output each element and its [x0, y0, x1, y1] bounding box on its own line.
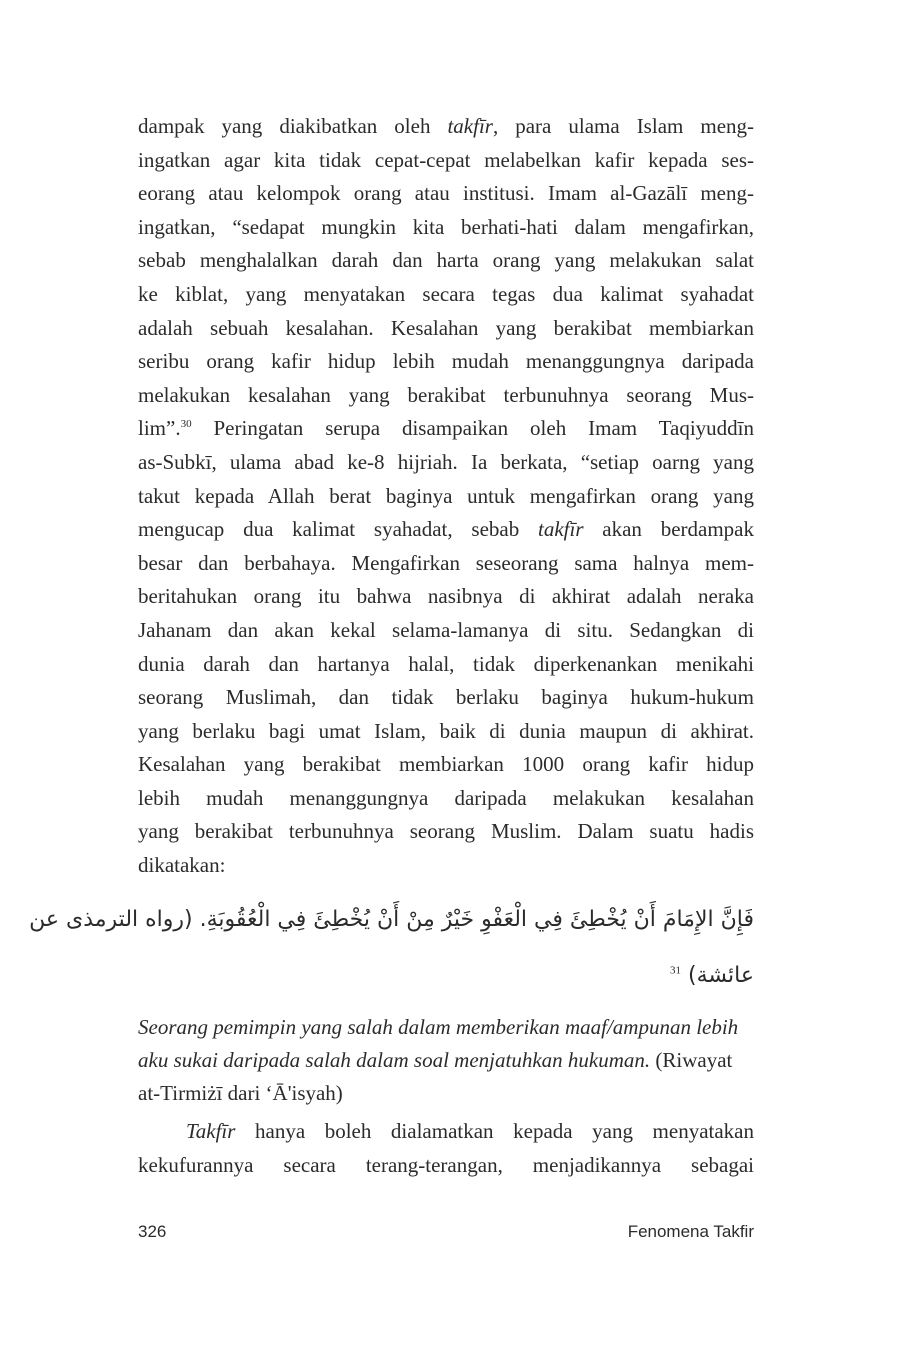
- text-line: dunia darah dan hartanya halal, tidak diperkenankan menikahi: [138, 651, 754, 676]
- footnote-ref-31[interactable]: 31: [670, 964, 682, 977]
- text-line: Kesalahan yang berakibat membiarkan 1000 orang kafir hidup: [138, 752, 754, 777]
- text-line: takut kepada Allah berat baginya untuk mengafirkan orang yang: [138, 483, 754, 508]
- text-line: lebih mudah menanggungnya daripada melakukan kesalahan: [138, 785, 754, 810]
- text-line: Takfīr hanya boleh dialamatkan kepada yang menyatakan: [186, 1119, 754, 1143]
- text-line: adalah sebuah kesalahan. Kesalahan yang berakibat membiarkan: [138, 315, 754, 340]
- text-line: kekufurannya secara terang-terangan, menjadikannya sebagai: [138, 1153, 754, 1177]
- text-line: besar dan berbahaya. Mengafirkan seseorang sama halnya mem-: [138, 550, 754, 575]
- text-line: yang berlaku bagi umat Islam, baik di dunia maupun di akhirat.: [138, 718, 754, 743]
- hadith-line-1: فَإِنَّ الإِمَامَ أَنْ يُخْطِئَ فِي الْعَفْوِ خَيْرٌ مِنْ أَنْ يُخْطِئَ فِي الْعُقُوبَةِ. (رواه الترمذى عن: [29, 907, 754, 932]
- text-line: yang berakibat terbunuhnya seorang Muslim. Dalam suatu hadis: [138, 819, 754, 844]
- page-footer: [138, 1222, 754, 1242]
- text-line: dampak yang diakibatkan oleh takfīr, para ulama Islam meng-: [138, 114, 755, 138]
- second-paragraph: [138, 1114, 754, 1182]
- footnote-ref-30[interactable]: 30: [180, 418, 192, 431]
- text-line: ke kiblat, yang menyatakan secara tegas dua kalimat syahadat: [138, 281, 754, 306]
- text-line: eorang atau kelompok orang atau institusi. Imam al-Gazālī meng-: [138, 181, 754, 206]
- hadith-line-2: عائشة) $^{31}$: [670, 963, 754, 988]
- text-line: sebab menghalalkan darah dan harta orang yang melakukan salat: [138, 248, 754, 273]
- text-line: seorang Muslimah, dan tidak berlaku baginya hukum-hukum: [138, 685, 754, 710]
- text-line: mengucap dua kalimat syahadat, sebab takfīr akan berdampak: [138, 517, 754, 542]
- text-line: dikatakan:: [138, 853, 226, 878]
- page-number: 326: [138, 1222, 167, 1241]
- book-title: Fenomena Takfir: [627, 1222, 754, 1241]
- text-line: as-Subkī, ulama abad ke-8 hijriah. Ia berkata, “setiap oarng yang: [138, 449, 754, 474]
- text-line: Jahanam dan akan kekal selama-lamanya di situ. Sedangkan di: [138, 617, 754, 642]
- hadith-arabic: [29, 892, 754, 1004]
- main-paragraph: [138, 110, 754, 883]
- translation-source: (Riwayat at-Tirmiżī dari ‘Ā'isyah): [138, 1048, 733, 1105]
- text-line: melakukan kesalahan yang berakibat terbunuhnya seorang Mus-: [138, 382, 754, 407]
- translation-text: Seorang pemimpin yang salah dalam memberikan maaf/ampunan lebih aku sukai daripada salah dalam soal menjatuhkan hukuman.: [138, 1015, 739, 1072]
- text-line: seribu orang kafir hidup lebih mudah menanggungnya daripada: [138, 349, 754, 374]
- hadith-translation: [138, 1011, 754, 1110]
- text-line: beritahukan orang itu bahwa nasibnya di akhirat adalah neraka: [138, 584, 754, 609]
- text-line: lim”.$^{30}$ Peringatan serupa disampaikan oleh Imam Taqiyuddīn: [138, 416, 754, 441]
- text-line: ingatkan, “sedapat mungkin kita berhati-hati dalam mengafirkan,: [138, 214, 754, 239]
- text-line: ingatkan agar kita tidak cepat-cepat melabelkan kafir kepada ses-: [138, 147, 754, 172]
